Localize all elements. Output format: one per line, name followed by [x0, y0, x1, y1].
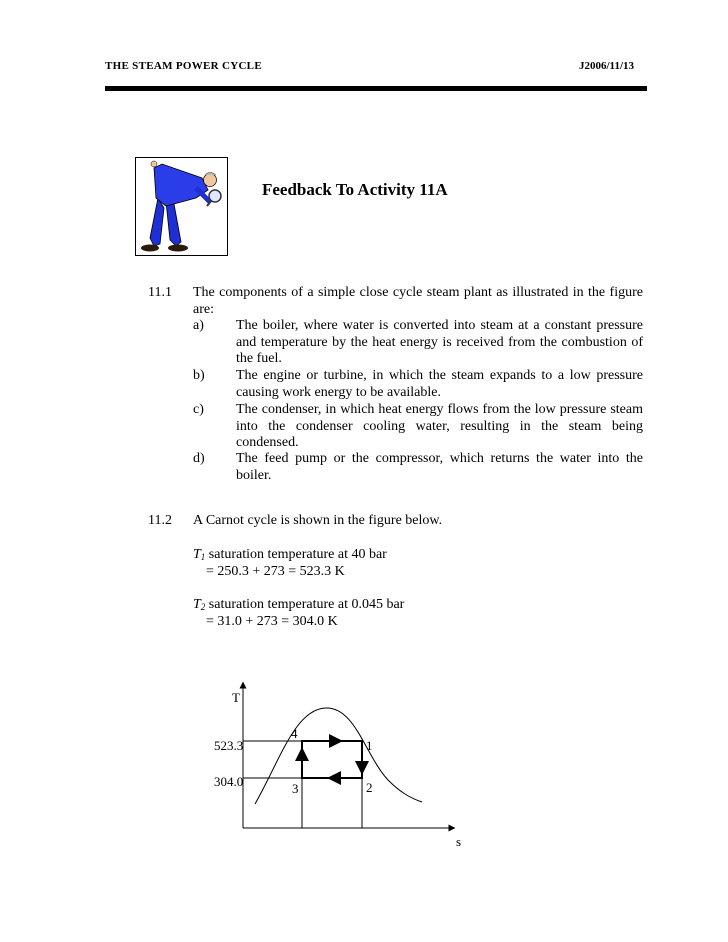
t1-line [193, 547, 387, 566]
section-number-11-1: 11.1 [148, 285, 172, 300]
y-value-304-0: 304.0 [214, 774, 244, 789]
point-label-3: 3 [292, 781, 299, 796]
t2-line [193, 597, 404, 616]
t1-calculation: = 250.3 + 273 = 523.3 K [206, 564, 345, 579]
t2-calculation: = 31.0 + 273 = 304.0 K [206, 614, 338, 629]
section-11-2-intro: A Carnot cycle is shown in the figure below. [193, 513, 443, 528]
carnot-cycle-path [302, 741, 362, 778]
list-item-text: The boiler, where water is converted into steam at a constant pressure and temperature by the heat energy is received from the combustion of the fuel. [236, 318, 643, 366]
list-item-letter: d) [193, 451, 205, 466]
header-code: J2006/11/13 [579, 60, 635, 72]
t1-symbol: $T_1$ [193, 547, 206, 562]
mascot-image [135, 157, 228, 256]
list-item-letter: c) [193, 402, 204, 417]
list-item-text: The engine or turbine, in which the steam expands to a low pressure causing work energy to be available. [236, 368, 643, 400]
header-title: THE STEAM POWER CYCLE [105, 60, 262, 72]
point-label-4: 4 [291, 726, 298, 741]
inspector-with-magnifier-icon [136, 158, 227, 255]
list-item-letter: a) [193, 318, 204, 333]
list-item-text: The feed pump or the compressor, which returns the water into the boiler. [236, 451, 643, 483]
t2-symbol: $T_2$ [193, 597, 206, 612]
list-item-letter: b) [193, 368, 205, 383]
section-number-11-2: 11.2 [148, 513, 172, 528]
x-axis-label: s [456, 834, 462, 849]
list-item-text: The condenser, in which heat energy flows from the low pressure steam into the condenser cooling water, resulting in the steam being condensed. [236, 402, 643, 450]
y-value-523-3: 523.3 [214, 738, 244, 753]
section-11-1-intro: The components of a simple close cycle steam plant as illustrated in the figure are: [193, 285, 643, 317]
carnot-ts-diagram [210, 680, 470, 850]
point-label-2: 2 [366, 780, 373, 795]
t2-label: saturation temperature at 0.045 bar [205, 597, 405, 612]
y-axis-label: T [232, 690, 240, 705]
feedback-title: Feedback To Activity 11A [262, 180, 448, 199]
t1-label: saturation temperature at 40 bar [205, 547, 387, 562]
header-rule [105, 86, 647, 91]
saturation-dome [255, 708, 422, 804]
point-label-1: 1 [366, 738, 373, 753]
